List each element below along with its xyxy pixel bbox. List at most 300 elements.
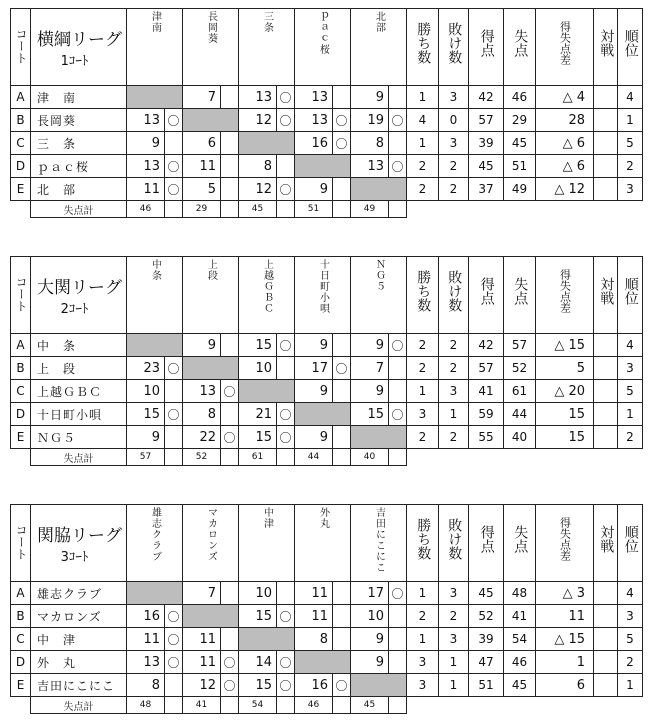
win-mark: 〇	[277, 109, 295, 132]
court-letter: D	[11, 403, 31, 426]
points-for: 57	[469, 357, 504, 380]
opponent-header: 上越ＧＢＣ	[239, 257, 295, 334]
total-conceded: 46	[295, 697, 333, 714]
team-name: 津 南	[31, 86, 127, 109]
head-to-head	[594, 109, 618, 132]
header-wins: 勝ち数	[407, 257, 439, 334]
point-diff: 11	[536, 605, 594, 628]
point-diff: △ 4	[536, 86, 594, 109]
table-row	[11, 380, 643, 403]
league-title: 関脇リーグ	[37, 526, 122, 546]
table-row	[11, 86, 643, 109]
head-to-head	[594, 334, 618, 357]
points-for: 39	[469, 628, 504, 651]
self-match-cell	[127, 334, 183, 357]
court-letter: E	[11, 426, 31, 449]
opponent-header: 三条	[239, 9, 295, 86]
match-score: 13	[127, 109, 165, 132]
wins-count: 1	[407, 380, 439, 403]
total-conceded: 49	[351, 201, 389, 218]
self-match-cell	[127, 582, 183, 605]
win-mark	[221, 86, 239, 109]
table-row	[11, 334, 643, 357]
court-letter: B	[11, 109, 31, 132]
points-for: 37	[469, 178, 504, 201]
head-to-head	[594, 426, 618, 449]
win-mark: 〇	[333, 109, 351, 132]
match-score: 16	[295, 674, 333, 697]
self-match-cell	[351, 178, 407, 201]
table-row	[11, 605, 643, 628]
losses-count: 2	[439, 426, 469, 449]
point-diff: 15	[536, 403, 594, 426]
league-grid	[10, 256, 643, 466]
head-to-head	[594, 628, 618, 651]
match-score: 11	[295, 605, 333, 628]
win-mark: 〇	[165, 605, 183, 628]
team-name: 外 丸	[31, 651, 127, 674]
table-row	[11, 403, 643, 426]
team-name: 中 条	[31, 334, 127, 357]
head-to-head	[594, 380, 618, 403]
match-score: 15	[239, 334, 277, 357]
opponent-header: 中津	[239, 505, 295, 582]
points-against: 51	[504, 155, 536, 178]
points-for: 51	[469, 674, 504, 697]
league-title-cell	[31, 505, 127, 582]
head-to-head	[594, 674, 618, 697]
losses-count: 3	[439, 86, 469, 109]
rank: 2	[618, 155, 643, 178]
total-conceded: 46	[127, 201, 165, 218]
match-score: 8	[183, 403, 221, 426]
wins-count: 1	[407, 582, 439, 605]
self-match-cell	[351, 674, 407, 697]
win-mark	[389, 380, 407, 403]
header-diff: 得失点差	[536, 505, 594, 582]
match-score: 23	[127, 357, 165, 380]
match-score: 9	[351, 651, 389, 674]
court-letter: B	[11, 605, 31, 628]
total-conceded: 45	[239, 201, 277, 218]
total-conceded: 48	[127, 697, 165, 714]
win-mark	[333, 628, 351, 651]
self-match-cell	[183, 357, 239, 380]
points-for: 45	[469, 155, 504, 178]
win-mark	[221, 132, 239, 155]
win-mark: 〇	[333, 132, 351, 155]
points-against: 48	[504, 582, 536, 605]
wins-count: 2	[407, 155, 439, 178]
match-score: 15	[239, 426, 277, 449]
match-score: 9	[295, 178, 333, 201]
team-name: 三 条	[31, 132, 127, 155]
opponent-header: 北部	[351, 9, 407, 86]
head-to-head	[594, 357, 618, 380]
total-conceded: 61	[239, 449, 277, 466]
header-losses: 敗け数	[439, 505, 469, 582]
point-diff: △ 6	[536, 132, 594, 155]
total-conceded: 29	[183, 201, 221, 218]
total-label: 失点計	[31, 449, 127, 466]
match-score: 9	[295, 426, 333, 449]
team-name: 北 部	[31, 178, 127, 201]
wins-count: 2	[407, 426, 439, 449]
team-name: 上 段	[31, 357, 127, 380]
court-letter: A	[11, 334, 31, 357]
team-name: 十日町小唄	[31, 403, 127, 426]
self-match-cell	[295, 403, 351, 426]
match-score: 12	[239, 178, 277, 201]
win-mark: 〇	[165, 155, 183, 178]
point-diff: △ 6	[536, 155, 594, 178]
total-conceded: 40	[351, 449, 389, 466]
points-against: 44	[504, 403, 536, 426]
match-score: 11	[183, 155, 221, 178]
match-score: 10	[239, 582, 277, 605]
win-mark: 〇	[277, 403, 295, 426]
header-diff: 得失点差	[536, 257, 594, 334]
win-mark: 〇	[221, 380, 239, 403]
total-label: 失点計	[31, 697, 127, 714]
header-rank: 順位	[618, 257, 643, 334]
match-score: 13	[295, 86, 333, 109]
match-score: 10	[127, 380, 165, 403]
losses-count: 0	[439, 109, 469, 132]
win-mark	[389, 86, 407, 109]
head-to-head	[594, 155, 618, 178]
points-against: 45	[504, 674, 536, 697]
table-row	[11, 178, 643, 201]
rank: 2	[618, 651, 643, 674]
team-name: マカロンズ	[31, 605, 127, 628]
match-score: 8	[127, 674, 165, 697]
header-h2h: 対戦	[594, 505, 618, 582]
win-mark	[333, 86, 351, 109]
header-h2h: 対戦	[594, 9, 618, 86]
win-mark	[389, 132, 407, 155]
wins-count: 1	[407, 628, 439, 651]
point-diff: 6	[536, 674, 594, 697]
points-against: 45	[504, 132, 536, 155]
match-score: 12	[183, 674, 221, 697]
win-mark	[389, 357, 407, 380]
court-letter: A	[11, 582, 31, 605]
match-score: 7	[183, 582, 221, 605]
opponent-header: 吉田にこにこ	[351, 505, 407, 582]
losses-count: 1	[439, 403, 469, 426]
losses-count: 1	[439, 651, 469, 674]
court-letter: E	[11, 178, 31, 201]
match-score: 11	[295, 582, 333, 605]
win-mark	[389, 651, 407, 674]
rank: 4	[618, 334, 643, 357]
match-score: 9	[127, 132, 165, 155]
match-score: 21	[239, 403, 277, 426]
match-score: 13	[239, 86, 277, 109]
table-row	[11, 674, 643, 697]
league-title: 大関リーグ	[37, 278, 122, 298]
table-row	[11, 651, 643, 674]
match-score: 9	[351, 628, 389, 651]
win-mark: 〇	[277, 605, 295, 628]
header-h2h: 対戦	[594, 257, 618, 334]
point-diff: 28	[536, 109, 594, 132]
opponent-header: ｐａｃ桜	[295, 9, 351, 86]
match-score: 9	[295, 334, 333, 357]
opponent-header: 長岡葵	[183, 9, 239, 86]
win-mark	[221, 582, 239, 605]
rank: 3	[618, 605, 643, 628]
win-mark	[221, 155, 239, 178]
header-conceded: 失点	[504, 505, 536, 582]
win-mark	[277, 357, 295, 380]
points-for: 55	[469, 426, 504, 449]
losses-count: 3	[439, 628, 469, 651]
team-name: 中 津	[31, 628, 127, 651]
match-score: 9	[183, 334, 221, 357]
points-against: 46	[504, 651, 536, 674]
match-score: 5	[183, 178, 221, 201]
match-score: 8	[239, 155, 277, 178]
opponent-header: ＮＧ５	[351, 257, 407, 334]
points-for: 59	[469, 403, 504, 426]
header-diff: 得失点差	[536, 9, 594, 86]
league-title-cell	[31, 257, 127, 334]
rank: 5	[618, 132, 643, 155]
points-for: 47	[469, 651, 504, 674]
match-score: 11	[183, 651, 221, 674]
points-against: 40	[504, 426, 536, 449]
losses-count: 2	[439, 605, 469, 628]
league-table-1	[10, 8, 638, 218]
win-mark	[277, 582, 295, 605]
win-mark: 〇	[165, 403, 183, 426]
header-wins: 勝ち数	[407, 9, 439, 86]
point-diff: △ 20	[536, 380, 594, 403]
points-against: 41	[504, 605, 536, 628]
court-header: コート	[11, 257, 31, 334]
self-match-cell	[295, 651, 351, 674]
self-match-cell	[295, 155, 351, 178]
self-match-cell	[127, 86, 183, 109]
win-mark	[277, 155, 295, 178]
total-conceded: 57	[127, 449, 165, 466]
match-score: 16	[295, 132, 333, 155]
header-conceded: 失点	[504, 9, 536, 86]
point-diff: 15	[536, 426, 594, 449]
court-letter: A	[11, 86, 31, 109]
court-header: コート	[11, 9, 31, 86]
match-score: 11	[183, 628, 221, 651]
win-mark	[389, 605, 407, 628]
match-score: 17	[295, 357, 333, 380]
rank: 4	[618, 86, 643, 109]
win-mark: 〇	[165, 628, 183, 651]
points-against: 54	[504, 628, 536, 651]
wins-count: 1	[407, 86, 439, 109]
match-score: 7	[351, 357, 389, 380]
table-row	[11, 132, 643, 155]
points-for: 57	[469, 109, 504, 132]
league-grid	[10, 8, 643, 218]
total-conceded: 54	[239, 697, 277, 714]
win-mark: 〇	[389, 155, 407, 178]
header-scored: 得点	[469, 257, 504, 334]
wins-count: 1	[407, 132, 439, 155]
header-rank: 順位	[618, 9, 643, 86]
win-mark	[165, 674, 183, 697]
win-mark: 〇	[277, 178, 295, 201]
win-mark	[221, 334, 239, 357]
losses-count: 1	[439, 674, 469, 697]
losses-count: 3	[439, 582, 469, 605]
win-mark: 〇	[333, 357, 351, 380]
win-mark	[333, 334, 351, 357]
points-for: 52	[469, 605, 504, 628]
court-letter: D	[11, 651, 31, 674]
win-mark	[333, 380, 351, 403]
self-match-cell	[239, 132, 295, 155]
court-letter: C	[11, 132, 31, 155]
rank: 3	[618, 178, 643, 201]
table-row	[11, 582, 643, 605]
team-name: ＮＧ５	[31, 426, 127, 449]
match-score: 13	[295, 109, 333, 132]
match-score: 11	[127, 628, 165, 651]
league-grid	[10, 504, 643, 714]
win-mark	[165, 426, 183, 449]
total-conceded: 41	[183, 697, 221, 714]
team-name: ｐａｃ桜	[31, 155, 127, 178]
header-scored: 得点	[469, 9, 504, 86]
match-score: 13	[351, 155, 389, 178]
points-against: 57	[504, 334, 536, 357]
losses-count: 2	[439, 334, 469, 357]
point-diff: △ 15	[536, 628, 594, 651]
self-match-cell	[183, 605, 239, 628]
rank: 2	[618, 426, 643, 449]
losses-count: 2	[439, 178, 469, 201]
header-conceded: 失点	[504, 257, 536, 334]
match-score: 7	[183, 86, 221, 109]
rank: 5	[618, 628, 643, 651]
win-mark: 〇	[389, 403, 407, 426]
wins-count: 2	[407, 178, 439, 201]
win-mark: 〇	[277, 674, 295, 697]
match-score: 9	[351, 334, 389, 357]
win-mark: 〇	[221, 674, 239, 697]
league-court: 1ｺｰﾄ	[60, 54, 89, 69]
table-row	[11, 426, 643, 449]
match-score: 9	[127, 426, 165, 449]
court-header: コート	[11, 505, 31, 582]
match-score: 15	[127, 403, 165, 426]
wins-count: 2	[407, 334, 439, 357]
win-mark	[221, 403, 239, 426]
head-to-head	[594, 605, 618, 628]
win-mark: 〇	[389, 109, 407, 132]
win-mark	[165, 132, 183, 155]
losses-count: 3	[439, 380, 469, 403]
match-score: 11	[127, 178, 165, 201]
wins-count: 2	[407, 605, 439, 628]
match-score: 17	[351, 582, 389, 605]
wins-count: 3	[407, 403, 439, 426]
points-for: 39	[469, 132, 504, 155]
rank: 1	[618, 109, 643, 132]
header-losses: 敗け数	[439, 9, 469, 86]
head-to-head	[594, 403, 618, 426]
opponent-header: 外丸	[295, 505, 351, 582]
points-for: 42	[469, 334, 504, 357]
match-score: 22	[183, 426, 221, 449]
self-match-cell	[239, 628, 295, 651]
header-rank: 順位	[618, 505, 643, 582]
match-score: 8	[295, 628, 333, 651]
total-label: 失点計	[31, 201, 127, 218]
point-diff: 1	[536, 651, 594, 674]
league-court: 3ｺｰﾄ	[60, 550, 89, 565]
header-losses: 敗け数	[439, 257, 469, 334]
header-scored: 得点	[469, 505, 504, 582]
total-conceded: 52	[183, 449, 221, 466]
match-score: 16	[127, 605, 165, 628]
points-against: 61	[504, 380, 536, 403]
team-name: 上越ＧＢＣ	[31, 380, 127, 403]
losses-count: 2	[439, 155, 469, 178]
match-score: 14	[239, 651, 277, 674]
rank: 1	[618, 403, 643, 426]
points-for: 42	[469, 86, 504, 109]
win-mark: 〇	[277, 651, 295, 674]
point-diff: △ 12	[536, 178, 594, 201]
win-mark: 〇	[165, 651, 183, 674]
match-score: 13	[127, 651, 165, 674]
team-name: 吉田にこにこ	[31, 674, 127, 697]
head-to-head	[594, 651, 618, 674]
match-score: 9	[351, 380, 389, 403]
losses-count: 2	[439, 357, 469, 380]
match-score: 15	[239, 674, 277, 697]
table-row	[11, 357, 643, 380]
league-title-cell	[31, 9, 127, 86]
table-row	[11, 155, 643, 178]
win-mark	[389, 628, 407, 651]
match-score: 15	[351, 403, 389, 426]
point-diff: △ 3	[536, 582, 594, 605]
self-match-cell	[183, 109, 239, 132]
wins-count: 4	[407, 109, 439, 132]
rank: 4	[618, 582, 643, 605]
wins-count: 3	[407, 674, 439, 697]
rank: 1	[618, 674, 643, 697]
rank: 5	[618, 380, 643, 403]
court-letter: E	[11, 674, 31, 697]
points-for: 45	[469, 582, 504, 605]
opponent-header: 十日町小唄	[295, 257, 351, 334]
win-mark	[165, 380, 183, 403]
total-conceded: 45	[351, 697, 389, 714]
wins-count: 2	[407, 357, 439, 380]
team-name: 長岡葵	[31, 109, 127, 132]
match-score: 12	[239, 109, 277, 132]
match-score: 9	[351, 86, 389, 109]
court-letter: B	[11, 357, 31, 380]
match-score: 6	[183, 132, 221, 155]
league-table-3	[10, 504, 638, 714]
self-match-cell	[239, 380, 295, 403]
